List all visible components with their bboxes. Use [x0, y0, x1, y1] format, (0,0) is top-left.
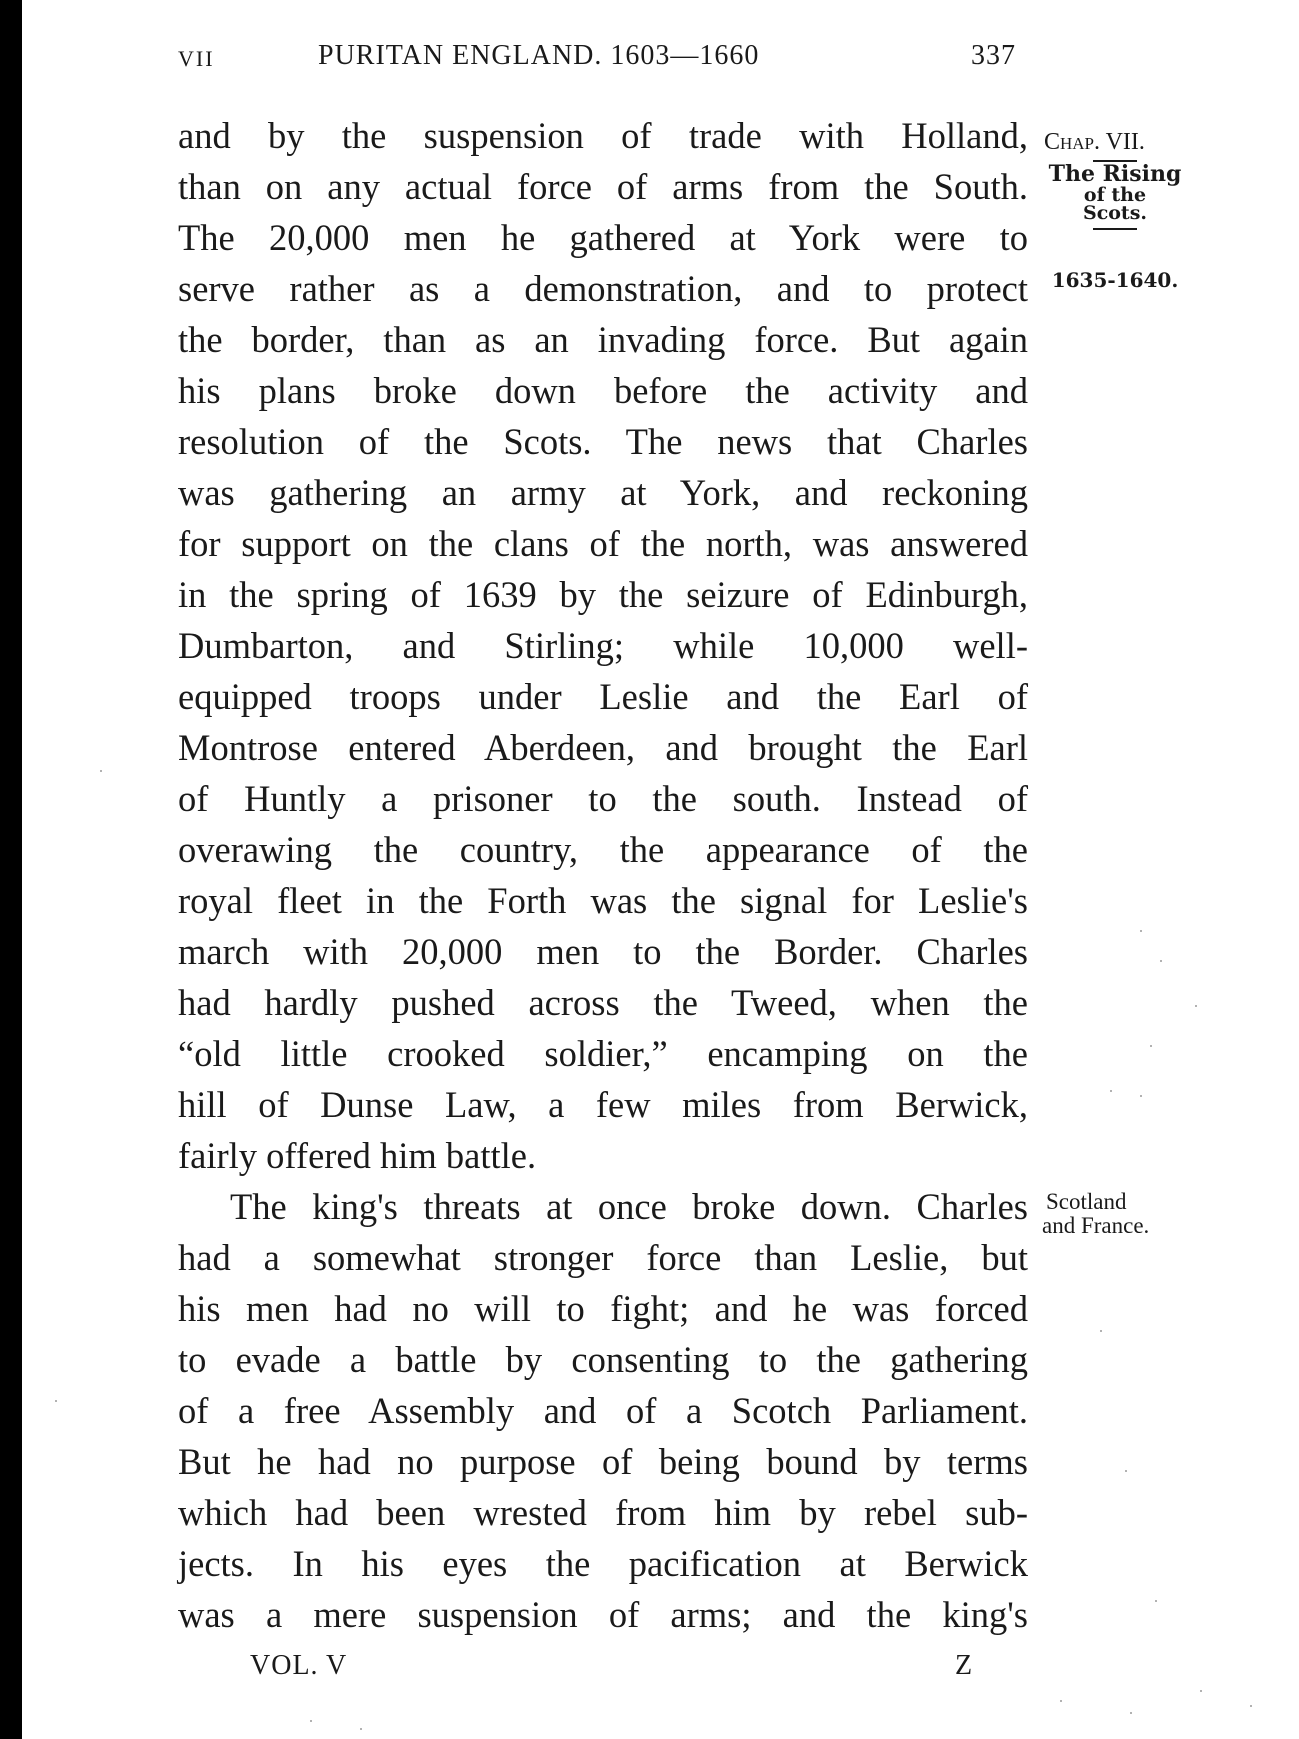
page-footer: [250, 1650, 990, 1690]
footer-volume: VOL. V: [250, 1650, 348, 1681]
text-line: Dumbarton, and Stirling; while 10,000 well-: [178, 625, 1028, 666]
text-line: But he had no purpose of being bound by terms: [178, 1441, 1028, 1482]
scan-speck: [1100, 1330, 1102, 1332]
text-line-paragraph-end: fairly offered him battle.: [178, 1135, 537, 1176]
margin-note-scotland: [1042, 1189, 1186, 1238]
text-line: serve rather as a demonstration, and to protect: [178, 268, 1028, 309]
text-line: for support on the clans of the north, was answered: [178, 523, 1028, 564]
scan-speck: [1060, 1700, 1062, 1702]
text-line: hill of Dunse Law, a few miles from Berwick,: [178, 1084, 1028, 1125]
running-head: [178, 40, 1028, 80]
scan-speck: [1140, 1095, 1142, 1097]
scan-speck: [1125, 1470, 1127, 1472]
margin-note-rising-line3: Scots.: [1082, 202, 1148, 224]
margin-note-scotland-line2: and France.: [1042, 1213, 1150, 1238]
margin-note-rising-line1: The Rising: [1048, 161, 1182, 187]
text-line: of Huntly a prisoner to the south. Instead of: [178, 778, 1028, 819]
scan-speck: [1160, 960, 1162, 962]
text-line: Montrose entered Aberdeen, and brought the Earl: [178, 727, 1028, 768]
text-line: The 20,000 men he gathered at York were to: [178, 217, 1028, 258]
margin-rule: [1093, 228, 1137, 230]
scan-speck: [1140, 930, 1142, 932]
binding-shadow: [0, 0, 22, 1739]
running-head-chapter: VII: [178, 46, 215, 71]
scan-speck: [1195, 1005, 1197, 1007]
text-line: royal fleet in the Forth was the signal for Leslie's: [178, 880, 1028, 921]
text-line-paragraph-start: The king's threats at once broke down. Charles: [230, 1186, 1028, 1227]
text-line: which had been wrested from him by rebel sub-: [178, 1492, 1028, 1533]
text-line: “old little crooked soldier,” encamping on the: [178, 1033, 1028, 1074]
scan-speck: [1155, 1600, 1157, 1602]
scan-speck: [55, 1400, 57, 1402]
margin-note-scotland-line1: Scotland: [1046, 1189, 1127, 1214]
scan-speck: [310, 1720, 312, 1722]
page-number: 337: [971, 40, 1016, 71]
text-line: and by the suspension of trade with Holland,: [178, 115, 1028, 156]
text-line: had a somewhat stronger force than Leslie, but: [178, 1237, 1028, 1278]
margin-note-rising: [1040, 160, 1190, 230]
text-line: of a free Assembly and of a Scotch Parliament.: [178, 1390, 1028, 1431]
footer-signature: Z: [955, 1650, 974, 1681]
scan-speck: [1200, 1690, 1202, 1692]
margin-note-rising-line2: of the: [1083, 184, 1147, 206]
text-line: his men had no will to fight; and he was forced: [178, 1288, 1028, 1329]
text-line: overawing the country, the appearance of the: [178, 829, 1028, 870]
text-line: the border, than as an invading force. But again: [178, 319, 1028, 360]
margin-note-chapter: Chap. VII.: [1044, 129, 1145, 155]
text-line: was a mere suspension of arms; and the king's: [178, 1594, 1028, 1635]
body-text: [178, 110, 1028, 1640]
text-line: had hardly pushed across the Tweed, when the: [178, 982, 1028, 1023]
text-line: his plans broke down before the activity and: [178, 370, 1028, 411]
scan-speck: [1110, 1090, 1112, 1092]
scan-speck: [1130, 1712, 1132, 1714]
text-line: equipped troops under Leslie and the Earl of: [178, 676, 1028, 717]
scan-speck: [1150, 1045, 1152, 1047]
text-line: to evade a battle by consenting to the gathering: [178, 1339, 1028, 1380]
scan-speck: [360, 1728, 362, 1730]
text-line: in the spring of 1639 by the seizure of Edinburgh,: [178, 574, 1028, 615]
text-line: resolution of the Scots. The news that Charles: [178, 421, 1028, 462]
running-head-title: PURITAN ENGLAND. 1603—1660: [318, 40, 760, 71]
margin-note-years: 1635-1640.: [1051, 268, 1179, 292]
text-line: march with 20,000 men to the Border. Charles: [178, 931, 1028, 972]
scan-speck: [1250, 1705, 1252, 1707]
text-line: was gathering an army at York, and reckoning: [178, 472, 1028, 513]
text-line: than on any actual force of arms from the South.: [178, 166, 1028, 207]
scan-speck: [100, 770, 102, 772]
text-line: jects. In his eyes the pacification at Berwick: [178, 1543, 1028, 1584]
